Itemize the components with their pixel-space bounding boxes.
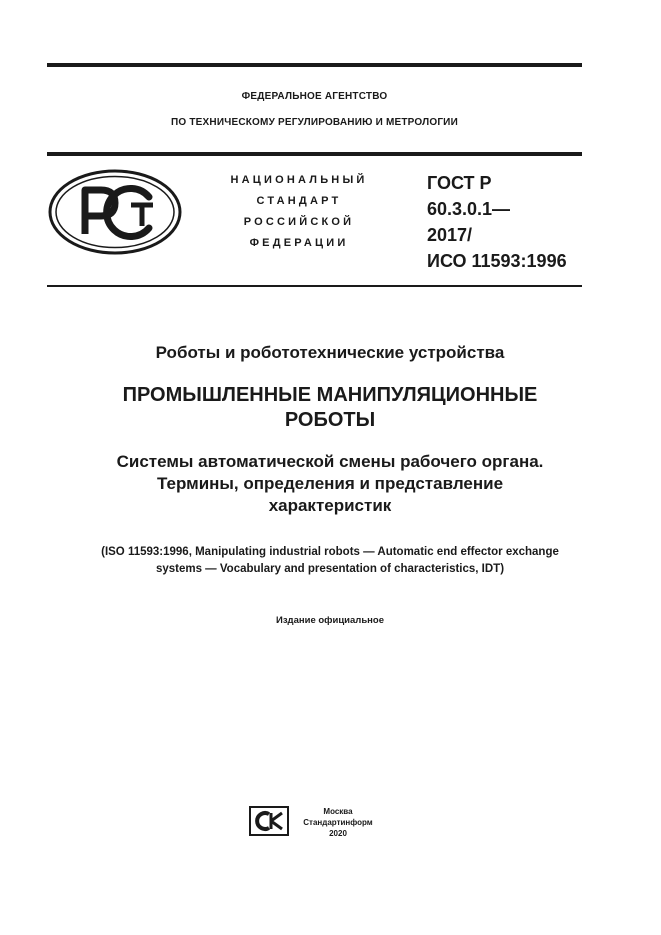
sub-title	[30, 451, 630, 517]
national-standard-line-3: РОССИЙСКОЙ	[243, 216, 355, 228]
national-standard-line-1: НАЦИОНАЛЬНЫЙ	[230, 174, 368, 186]
standard-designation	[427, 170, 587, 274]
iso-reference-line-1: (ISO 11593:1996, Manipulating industrial robots — Automatic end effector exchange	[101, 546, 559, 558]
header-rule	[47, 152, 582, 156]
national-standard-line-2: СТАНДАРТ	[256, 195, 342, 207]
designation-line-3: 2017/	[427, 225, 473, 245]
publisher-info	[292, 806, 384, 839]
main-title-line-2: РОБОТЫ	[284, 409, 376, 431]
sub-title-line-2: Термины, определения и представление	[156, 474, 504, 493]
designation-line-4: ИСО 11593:1996	[427, 251, 567, 271]
iso-reference	[30, 544, 630, 578]
publisher-name: Стандартинформ	[303, 818, 373, 827]
agency-line-1: ФЕДЕРАЛЬНОЕ АГЕНТСТВО	[241, 91, 388, 102]
agency-line-2: ПО ТЕХНИЧЕСКОМУ РЕГУЛИРОВАНИЮ И МЕТРОЛОГИИ	[171, 117, 458, 128]
rst-conformity-mark-icon	[47, 168, 183, 256]
designation-line-2: 60.3.0.1—	[427, 199, 511, 219]
designation-rule	[47, 285, 582, 287]
national-standard-line-4: ФЕДЕРАЦИИ	[249, 237, 349, 249]
publisher-year: 2020	[329, 829, 347, 838]
national-standard-label	[204, 170, 394, 254]
publisher-city: Москва	[323, 807, 353, 816]
sub-title-line-1: Системы автоматической смены рабочего органа.	[116, 452, 544, 471]
iso-reference-line-2: systems — Vocabulary and presentation of characteristics, IDT)	[155, 563, 505, 575]
designation-line-1: ГОСТ Р	[427, 173, 492, 193]
main-title-line-1: ПРОМЫШЛЕННЫЕ МАНИПУЛЯЦИОННЫЕ	[122, 384, 538, 406]
general-title: Роботы и робототехнические устройства	[155, 343, 505, 362]
standartinform-logo-icon	[249, 806, 289, 836]
sub-title-line-3: характеристик	[268, 496, 392, 515]
edition-label: Издание официальное	[276, 615, 384, 626]
top-rule	[47, 63, 582, 67]
main-title	[30, 383, 630, 433]
